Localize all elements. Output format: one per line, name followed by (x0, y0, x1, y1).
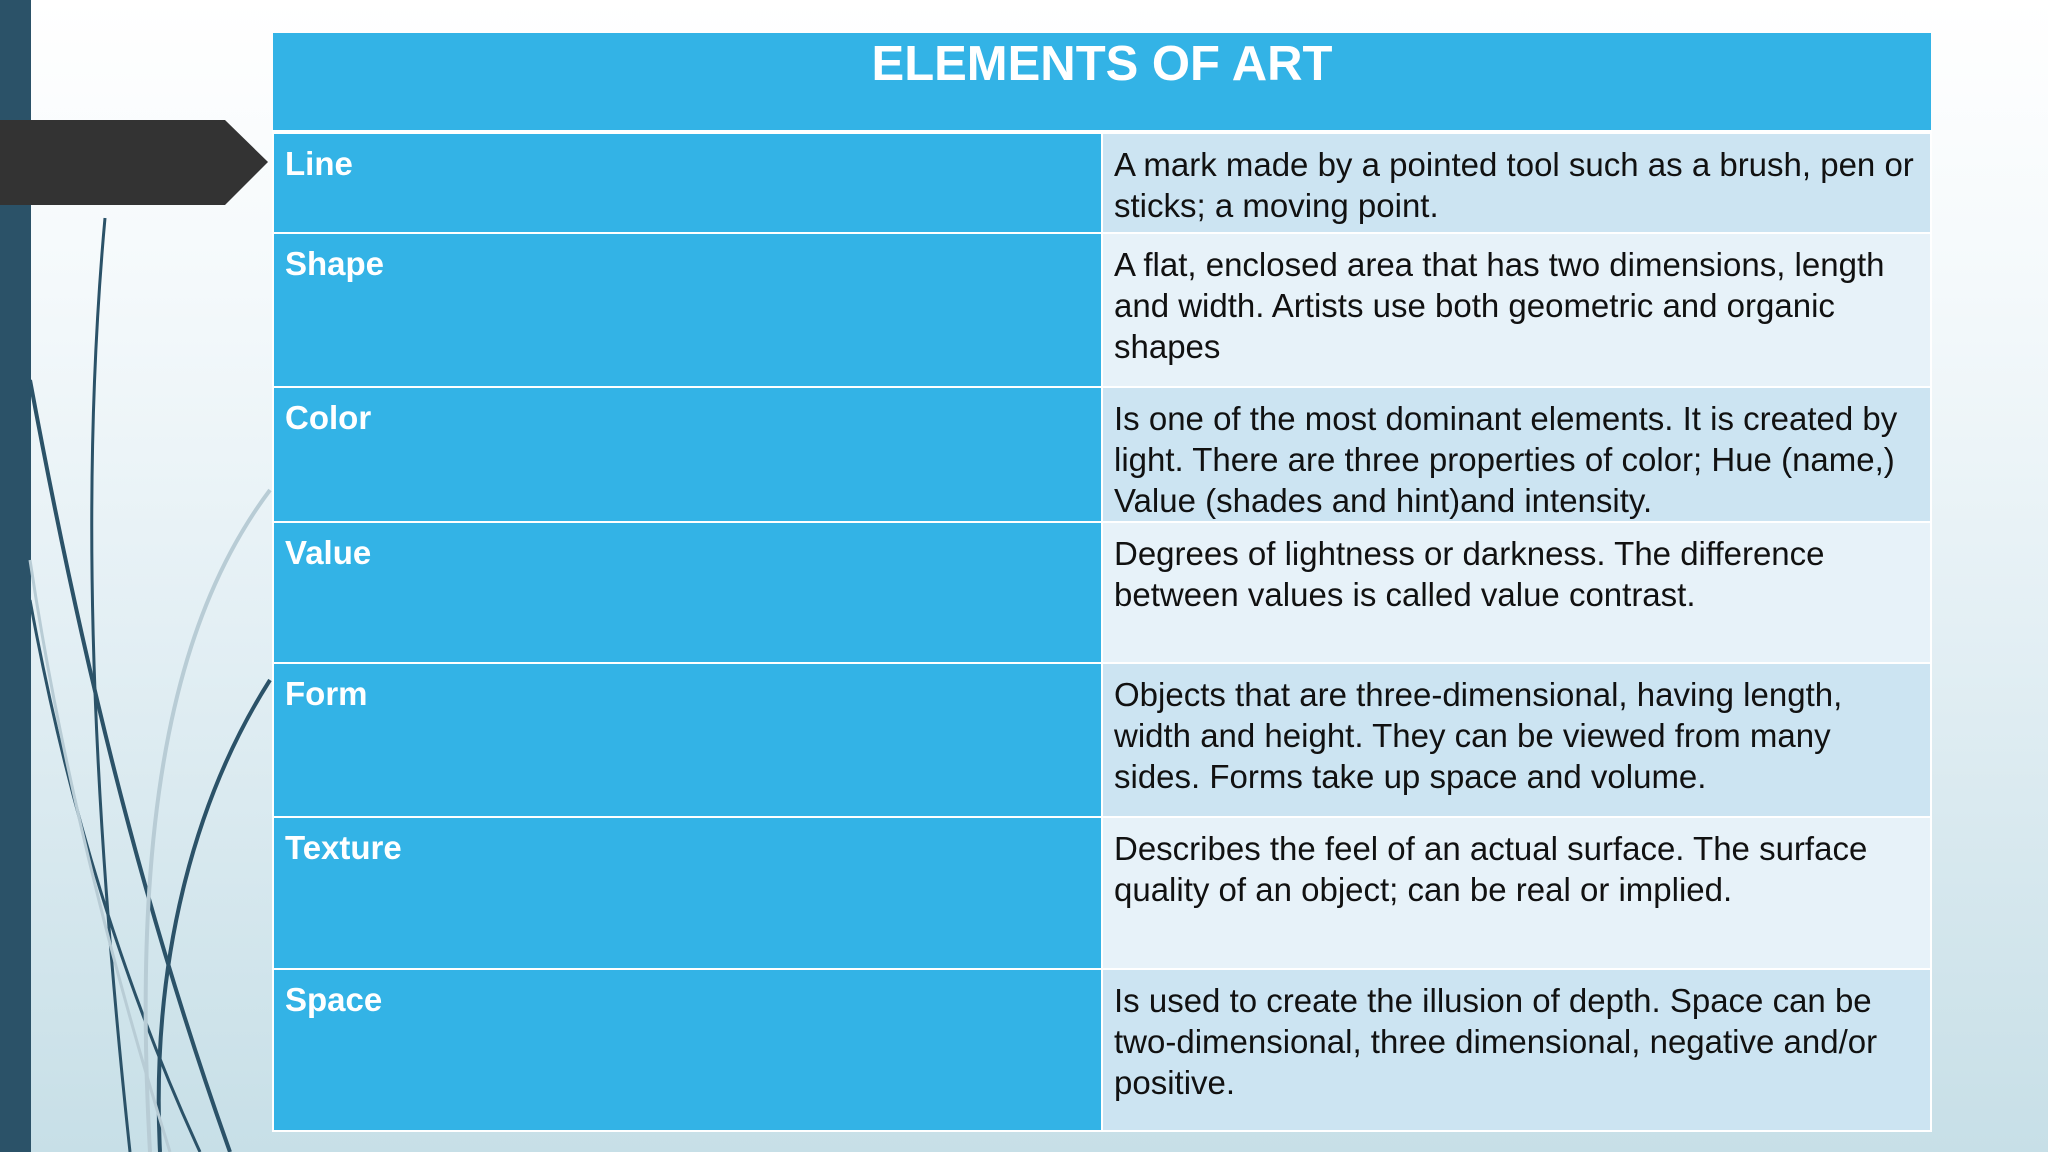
term-cell: Space (273, 969, 1102, 1131)
definition-cell: A flat, enclosed area that has two dimensions, length and width. Artists use both geometric and organic shapes (1102, 233, 1931, 387)
definition-cell: Describes the feel of an actual surface. The surface quality of an object; can be real or implied. (1102, 817, 1931, 969)
table-row-space (273, 969, 1931, 1131)
definition-cell: Is one of the most dominant elements. It is created by light. There are three properties of color; Hue (name,) Value (shades and hint)and intensity. (1102, 387, 1931, 522)
table-row-form (273, 663, 1931, 817)
table-row-value (273, 522, 1931, 663)
table-row-color (273, 387, 1931, 522)
term-cell: Line (273, 132, 1102, 233)
table-row-shape (273, 233, 1931, 387)
definition-cell: A mark made by a pointed tool such as a brush, pen or sticks; a moving point. (1102, 132, 1931, 233)
definition-cell: Objects that are three-dimensional, having length, width and height. They can be viewed from many sides. Forms take up space and volume. (1102, 663, 1931, 817)
table-title: ELEMENTS OF ART (273, 33, 1931, 132)
table-row-texture (273, 817, 1931, 969)
definition-cell: Is used to create the illusion of depth. Space can be two-dimensional, three dimensional, negative and/or positive. (1102, 969, 1931, 1131)
term-cell: Value (273, 522, 1102, 663)
arrow-tab-shape (0, 120, 270, 205)
definition-cell: Degrees of lightness or darkness. The difference between values is called value contrast. (1102, 522, 1931, 663)
term-cell: Form (273, 663, 1102, 817)
table-row-line (273, 132, 1931, 233)
term-cell: Texture (273, 817, 1102, 969)
table-header-row (273, 33, 1931, 132)
term-cell: Shape (273, 233, 1102, 387)
elements-of-art-table (272, 33, 1932, 1132)
term-cell: Color (273, 387, 1102, 522)
